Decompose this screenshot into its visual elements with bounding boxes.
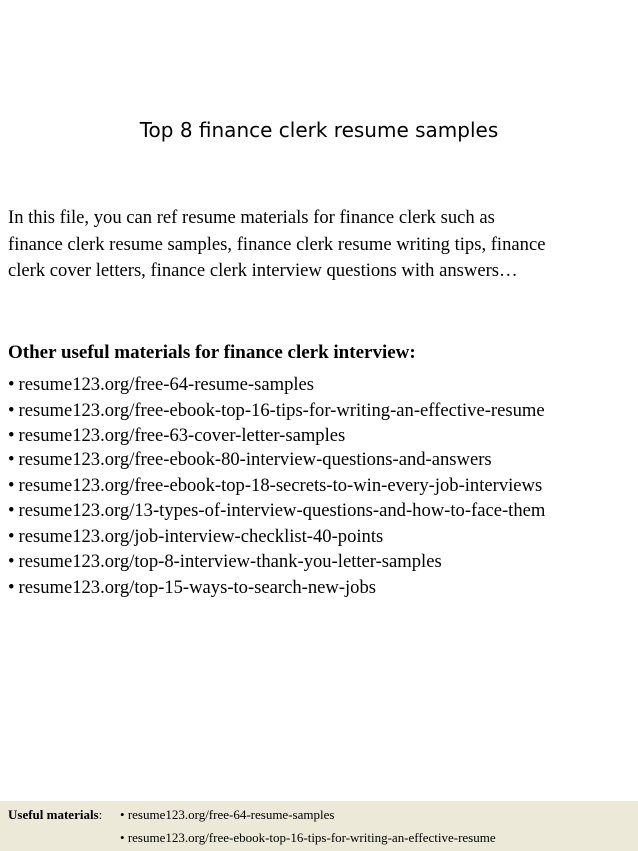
document-title: Top 8 finance clerk resume samples	[139, 118, 499, 142]
bullet-icon: •	[8, 551, 15, 572]
material-link[interactable]: resume123.org/free-ebook-80-interview-questions-and-answers	[18, 449, 492, 470]
material-link[interactable]: resume123.org/job-interview-checklist-40-points	[18, 525, 384, 547]
bullet-icon: •	[120, 830, 125, 845]
intro-line: finance clerk resume samples, finance clerk resume writing tips, finance	[8, 233, 546, 255]
list-item	[8, 524, 545, 550]
material-link[interactable]: resume123.org/13-types-of-interview-questions-and-how-to-face-them	[18, 500, 546, 521]
material-link[interactable]: resume123.org/top-15-ways-to-search-new-jobs	[18, 576, 377, 598]
footer-label-text: Useful materials	[8, 807, 99, 822]
material-link[interactable]: resume123.org/free-ebook-top-18-secrets-to-win-every-job-interviews	[18, 474, 543, 496]
intro-line: In this file, you can ref resume materials for finance clerk such as	[8, 207, 495, 228]
list-item	[8, 473, 545, 499]
footer-link[interactable]: resume123.org/free-64-resume-samples	[127, 807, 335, 822]
materials-list	[8, 372, 545, 600]
list-item	[8, 447, 545, 473]
footer-label	[8, 807, 102, 823]
list-item	[8, 398, 545, 424]
intro-paragraph	[8, 205, 636, 285]
bullet-icon: •	[8, 449, 15, 470]
bullet-icon: •	[8, 576, 15, 598]
footer-item	[120, 830, 496, 846]
intro-line: clerk cover letters, finance clerk interview questions with answers…	[8, 260, 518, 281]
bullet-icon: •	[8, 374, 15, 395]
footer-link[interactable]: resume123.org/free-ebook-top-16-tips-for-writing-an-effective-resume	[127, 830, 496, 845]
materials-heading: Other useful materials for finance clerk interview:	[8, 342, 416, 363]
material-link[interactable]: resume123.org/top-8-interview-thank-you-letter-samples	[18, 551, 442, 572]
footer-bar	[0, 801, 638, 851]
bullet-icon: •	[8, 525, 15, 547]
bullet-icon: •	[8, 500, 15, 521]
bullet-icon: •	[120, 807, 125, 822]
bullet-icon: •	[8, 474, 15, 496]
list-item	[8, 498, 545, 524]
material-link[interactable]: resume123.org/free-63-cover-letter-samples	[18, 425, 346, 446]
bullet-icon: •	[8, 399, 15, 421]
footer-label-colon: :	[98, 807, 103, 822]
list-item	[8, 549, 545, 575]
list-item	[8, 423, 545, 447]
material-link[interactable]: resume123.org/free-ebook-top-16-tips-for-writing-an-effective-resume	[18, 399, 545, 421]
list-item	[8, 372, 545, 398]
list-item	[8, 575, 545, 601]
material-link[interactable]: resume123.org/free-64-resume-samples	[18, 374, 315, 395]
footer-item	[120, 807, 334, 823]
bullet-icon: •	[8, 425, 15, 446]
